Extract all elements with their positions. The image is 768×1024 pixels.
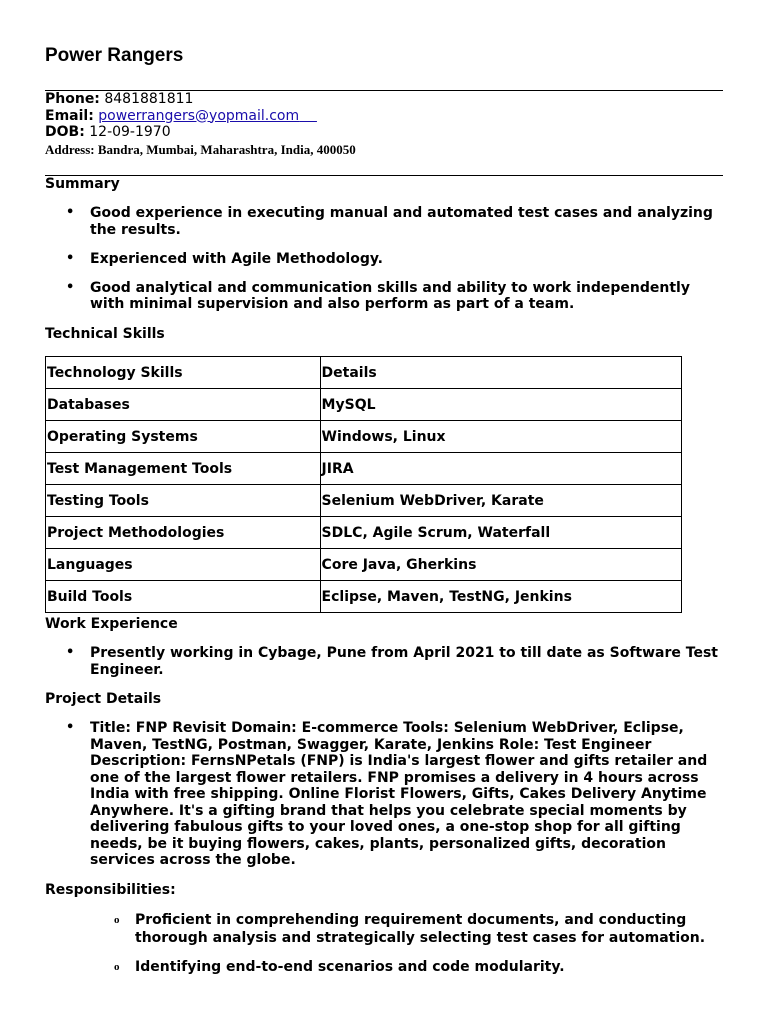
contact-block [45,91,356,158]
phone-line [45,91,356,108]
table-cell: Languages [46,549,321,581]
table-row [46,421,682,453]
email-line [45,108,356,125]
table-cell: Build Tools [46,581,321,613]
table-cell: Core Java, Gherkins [320,549,681,581]
table-cell: MySQL [320,389,681,421]
table-cell: Technology Skills [46,357,321,389]
address-line: Address: Bandra, Mumbai, Maharashtra, India, 400050 [45,141,356,157]
phone-label: Phone: [45,91,100,107]
table-row [46,581,682,613]
table-cell: Project Methodologies [46,517,321,549]
project-item: • Title: FNP Revisit Domain: E-commerce Tools: Selenium WebDriver, Eclipse, Maven, TestNG, Postman, Swagger, Karate, Jenkins Role: Test Engineer Description: FernsNPetals (FNP) is India's largest flower and gifts retailer and one of the largest flower retailers. FNP promises a delivery in 4 hours across India with free shipping. Online Florist Flowers, Gifts, Cakes Delivery Anytime Anywhere. It's a gifting brand that helps you celebrate special moments by delivering fabulous gifts to your loved ones, a one-stop shop for all gifting needs, be it buying flowers, cakes, plants, personalized gifts, decoration services across the globe. [45,720,723,869]
project-details-heading: Project Details [45,691,162,707]
table-row [46,517,682,549]
summary-item: • Good experience in executing manual and automated test cases and analyzing the results. [45,205,723,238]
table-cell: Operating Systems [46,421,321,453]
table-row [46,453,682,485]
table-row [46,389,682,421]
responsibility-item: o Identifying end-to-end scenarios and code modularity. [45,958,723,976]
responsibilities-heading: Responsibilities: [45,882,176,898]
work-experience-heading: Work Experience [45,616,178,632]
table-cell: Eclipse, Maven, TestNG, Jenkins [320,581,681,613]
candidate-name: Power Rangers [45,45,184,66]
responsibility-item: o Proficient in comprehending requirement documents, and conducting thorough analysis and strategically selecting test cases for automation. [45,911,723,947]
dob-line [45,124,356,141]
email-link-trailing[interactable] [299,108,317,124]
table-cell: Selenium WebDriver, Karate [320,485,681,517]
dob-value: 12-09-1970 [89,124,171,140]
summary-divider [45,175,723,176]
phone-value: 8481881811 [104,91,194,107]
summary-list [45,205,723,325]
table-row [46,549,682,581]
table-cell: JIRA [320,453,681,485]
table-cell: SDLC, Agile Scrum, Waterfall [320,517,681,549]
table-cell: Windows, Linux [320,421,681,453]
table-cell: Databases [46,389,321,421]
email-link[interactable]: powerrangers@yopmail.com [98,107,300,124]
skills-table [45,356,682,613]
table-cell: Test Management Tools [46,453,321,485]
summary-item: • Experienced with Agile Methodology. [45,251,723,268]
work-item: • Presently working in Cybage, Pune from April 2021 to till date as Software Test Engineer. [45,645,723,678]
table-row [46,357,682,389]
table-cell: Details [320,357,681,389]
project-list [45,720,723,881]
table-row [46,485,682,517]
dob-label: DOB: [45,124,85,140]
work-list [45,645,723,691]
table-cell: Testing Tools [46,485,321,517]
summary-item: • Good analytical and communication skills and ability to work independently with minimal supervision and also perform as part of a team. [45,280,723,313]
email-label: Email: [45,107,94,124]
summary-heading: Summary [45,176,120,192]
technical-skills-heading: Technical Skills [45,326,165,342]
responsibilities-list [45,911,723,987]
